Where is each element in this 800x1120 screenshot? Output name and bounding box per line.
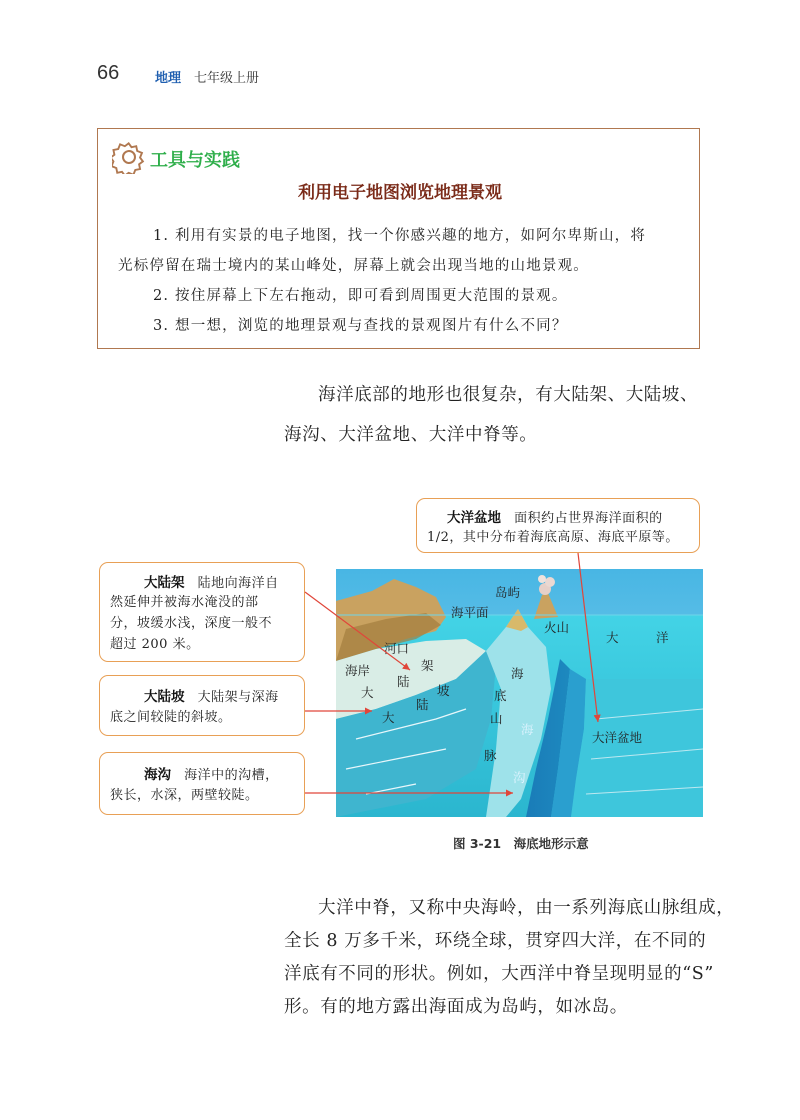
label-ridge: 山 (490, 711, 503, 726)
practice-subtitle: 利用电子地图浏览地理景观 (298, 183, 502, 203)
callout-text: 狭长，水深，两壁较陡。 (110, 788, 259, 803)
callout-term: 大陆坡 (144, 689, 185, 705)
callout-term: 海沟 (144, 767, 171, 783)
label-volcano: 火山 (544, 620, 570, 635)
callout-text: 超过 200 米。 (110, 637, 200, 652)
label-shelf: 架 (421, 658, 434, 673)
label-sea-level: 海平面 (451, 605, 489, 620)
label-ridge: 脉 (484, 748, 497, 763)
callout-term: 大陆架 (144, 575, 185, 591)
callout-term: 大洋盆地 (447, 510, 501, 526)
callout-text: 1/2，其中分布着海底高原、海底平原等。 (427, 530, 679, 545)
label-slope: 陆 (416, 697, 429, 712)
label-ocean: 洋 (656, 630, 669, 645)
practice-line: 3. 想一想，浏览的地理景观与查找的景观图片有什么不同？ (153, 318, 568, 334)
intro-line: 海沟、大洋盆地、大洋中脊等。 (284, 425, 538, 445)
label-slope: 大 (382, 710, 395, 725)
practice-line: 光标停留在瑞士境内的某山峰处，屏幕上就会出现当地的山地景观。 (118, 258, 589, 274)
label-estuary: 河口 (384, 641, 410, 656)
label-shelf: 陆 (397, 674, 410, 689)
practice-title: 工具与实践 (150, 150, 240, 171)
callout-text: 然延伸并被海水淹没的部 (110, 595, 259, 610)
ridge-line: 大洋中脊，又称中央海岭，由一系列海底山脉组成， (318, 898, 735, 918)
callout-text: 分，坡缓水浅，深度一般不 (110, 616, 273, 631)
ridge-line: 形。有的地方露出海面成为岛屿，如冰岛。 (284, 997, 628, 1017)
callout-text: 底之间较陡的斜坡。 (110, 710, 232, 725)
ridge-line: 全长 8 万多千米，环绕全球，贯穿四大洋，在不同的 (284, 931, 707, 951)
practice-line: 1. 利用有实景的电子地图，找一个你感兴趣的地方，如阿尔卑斯山，将 (153, 228, 647, 244)
callout-text: 大陆架与深海 (197, 690, 279, 705)
label-island: 岛屿 (495, 585, 521, 600)
label-ridge: 海 (511, 666, 524, 681)
page-number: 66 (97, 62, 120, 84)
subject-label: 地理 (155, 71, 182, 86)
grade-label: 七年级上册 (194, 71, 260, 86)
callout-text: 海洋中的沟槽， (184, 768, 279, 783)
practice-line: 2. 按住屏幕上下左右拖动，即可看到周围更大范围的景观。 (153, 288, 568, 304)
label-ocean: 大 (606, 630, 619, 645)
ridge-line: 洋底有不同的形状。例如，大西洋中脊呈现明显的“S” (284, 964, 714, 984)
label-slope: 坡 (437, 683, 450, 698)
label-ridge: 底 (494, 688, 507, 703)
label-shelf: 大 (361, 685, 374, 700)
label-basin: 大洋盆地 (592, 730, 643, 745)
callout-text: 陆地向海洋自 (197, 576, 279, 591)
callout-text: 面积约占世界海洋面积的 (514, 511, 663, 526)
label-coast: 海岸 (345, 663, 371, 678)
label-trench: 沟 (513, 770, 526, 785)
intro-line: 海洋底部的地形也很复杂，有大陆架、大陆坡、 (318, 385, 699, 405)
label-trench: 海 (521, 722, 534, 737)
figure-caption: 图 3-21 海底地形示意 (453, 836, 589, 851)
